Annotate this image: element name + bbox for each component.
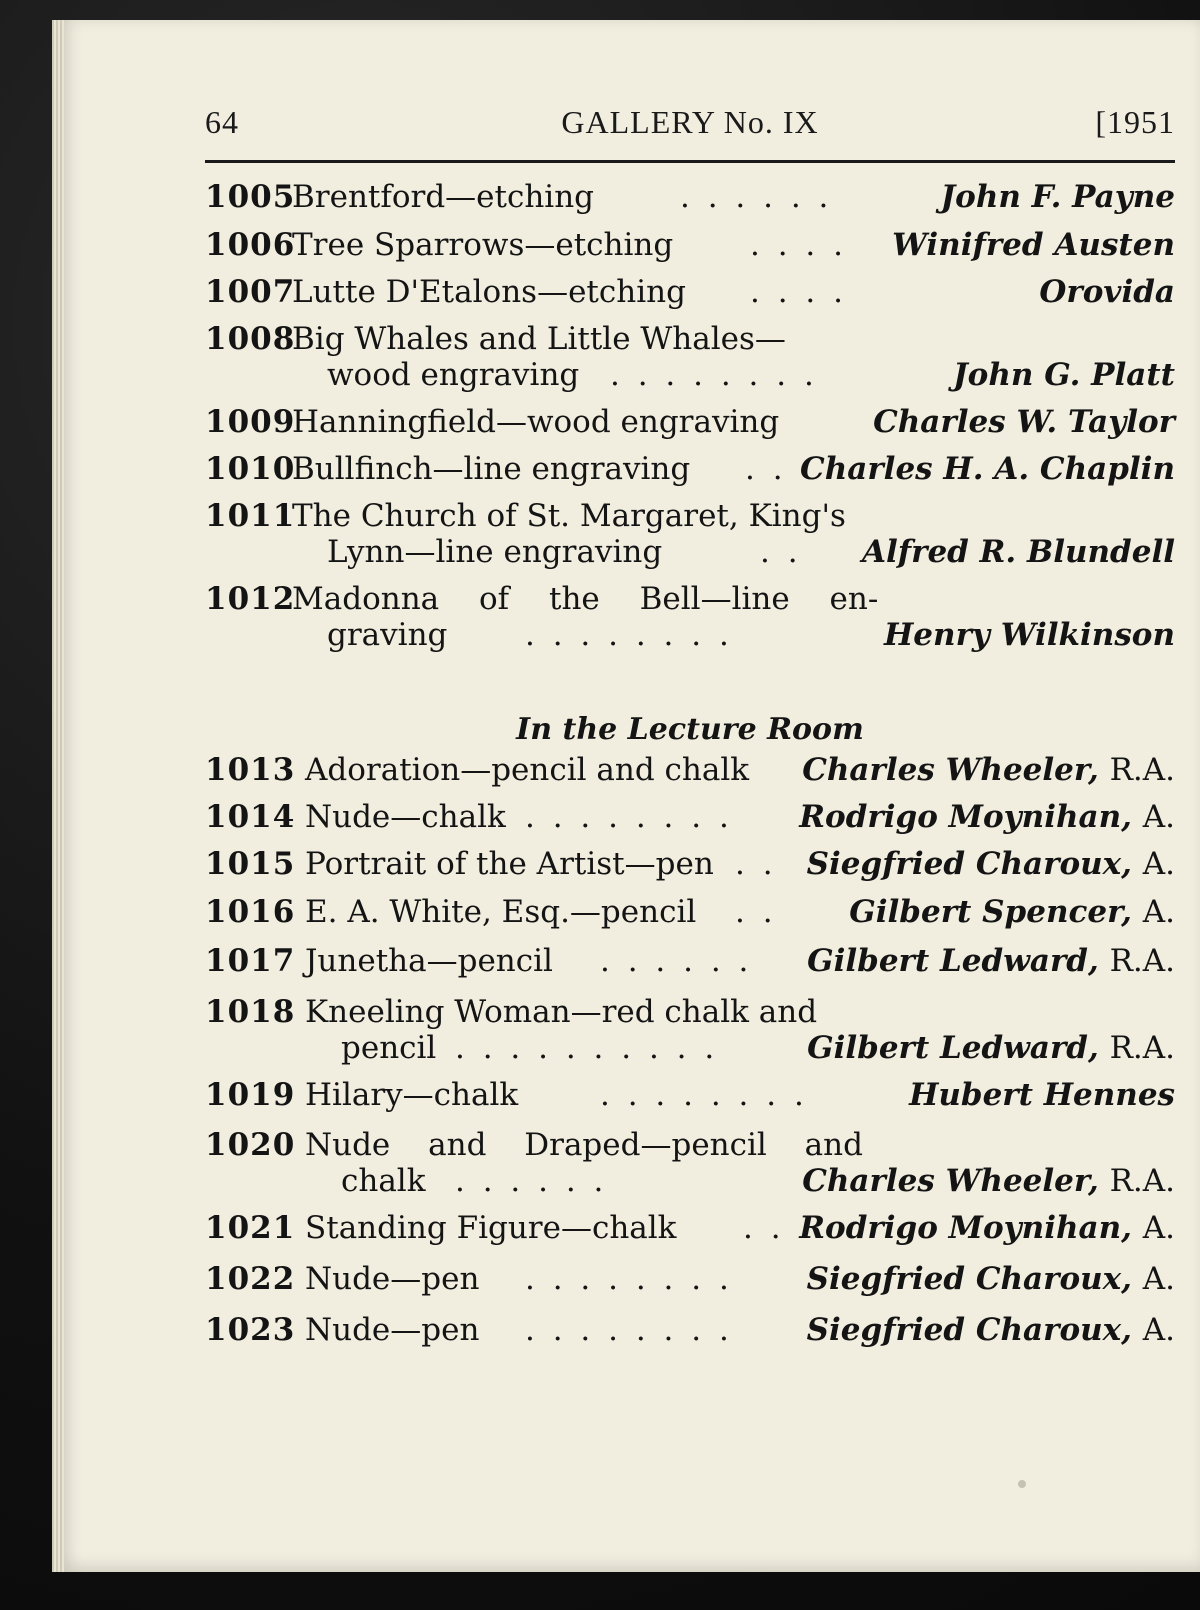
work-title: Nude—pen	[305, 1312, 480, 1348]
work-title: Madonna of the Bell—line en-	[292, 581, 879, 617]
artist-surname: Charles Wheeler,	[802, 752, 1099, 788]
work-title-continued: chalk	[341, 1163, 426, 1199]
leader-dots: . . . . . . . .	[525, 799, 733, 835]
artist-surname: Rodrigo Moynihan,	[799, 1210, 1132, 1246]
catalogue-entry-continuation	[205, 1161, 1175, 1201]
leader-dots: . . . . . .	[680, 179, 833, 215]
leader-dots: . .	[745, 451, 787, 487]
work-title-continued: graving	[327, 617, 448, 653]
catalogue-number: 1012	[205, 581, 296, 617]
artist-name: Hubert Hennes	[909, 1077, 1175, 1113]
catalogue-entry	[205, 177, 1175, 217]
artist-surname: Siegfried Charoux,	[806, 1261, 1132, 1297]
catalogue-number: 1008	[205, 321, 296, 357]
artist-name: Orovida	[1039, 274, 1175, 310]
catalogue-entry-continuation	[205, 355, 1175, 395]
artist-name	[807, 1310, 1175, 1350]
catalogue-number: 1023	[205, 1312, 296, 1348]
catalogue-number: 1020	[205, 1127, 296, 1163]
work-title: Kneeling Woman—red chalk and	[305, 994, 818, 1030]
artist-surname: Siegfried Charoux,	[806, 1312, 1132, 1348]
section-heading: In the Lecture Room	[516, 712, 864, 747]
catalogue-entry-continuation	[205, 532, 1175, 572]
artist-name: John G. Platt	[953, 357, 1175, 393]
catalogue-number: 1011	[205, 498, 296, 534]
catalogue-entry	[205, 1075, 1175, 1115]
catalogue-number: 1019	[205, 1077, 296, 1113]
gallery-title: GALLERY No. IX	[561, 104, 819, 140]
catalogue-number: 1009	[205, 404, 296, 440]
page-header	[205, 104, 1175, 144]
artist-name	[807, 844, 1175, 884]
leader-dots: . . . . . .	[600, 943, 753, 979]
academy-suffix: A.	[1142, 1210, 1175, 1246]
academy-suffix: R.A.	[1109, 943, 1175, 979]
academy-suffix: A.	[1142, 894, 1175, 930]
leader-dots: . . . .	[750, 274, 847, 310]
leader-dots: . .	[760, 534, 802, 570]
artist-surname: Siegfried Charoux,	[806, 846, 1132, 882]
catalogue-number: 1006	[205, 227, 296, 263]
artist-name	[849, 892, 1175, 932]
work-title: Adoration—pencil and chalk	[305, 752, 750, 788]
artist-surname: Gilbert Ledward,	[807, 1030, 1099, 1066]
catalogue-number: 1007	[205, 274, 296, 310]
catalogue-number: 1022	[205, 1261, 296, 1297]
paper-mark	[1018, 1480, 1026, 1488]
work-title: Hilary—chalk	[305, 1077, 519, 1113]
catalogue-number: 1018	[205, 994, 296, 1030]
artist-name	[802, 1161, 1175, 1201]
leader-dots: . .	[743, 1210, 785, 1246]
artist-surname: Gilbert Ledward,	[807, 943, 1099, 979]
work-title: E. A. White, Esq.—pencil	[305, 894, 697, 930]
leader-dots: . . . . . . . . . .	[455, 1030, 719, 1066]
work-title: The Church of St. Margaret, King's	[292, 498, 846, 534]
artist-name	[807, 941, 1175, 981]
catalogue-entry	[205, 1125, 1175, 1165]
work-title: Nude—chalk	[305, 799, 506, 835]
artist-surname: Rodrigo Moynihan,	[799, 799, 1132, 835]
academy-suffix: R.A.	[1109, 752, 1175, 788]
work-title-continued: wood engraving	[327, 357, 580, 393]
catalogue-entry-continuation	[205, 1028, 1175, 1068]
artist-name: Charles W. Taylor	[873, 404, 1175, 440]
academy-suffix: A.	[1142, 799, 1175, 835]
academy-suffix: A.	[1142, 1261, 1175, 1297]
catalogue-number: 1016	[205, 894, 296, 930]
work-title-continued: pencil	[341, 1030, 437, 1066]
catalogue-entry	[205, 319, 1175, 359]
catalogue-number: 1015	[205, 846, 296, 882]
catalogue-number: 1010	[205, 451, 296, 487]
page-edge	[52, 20, 64, 1572]
catalogue-entry-continuation	[205, 615, 1175, 655]
year: [1951	[1095, 104, 1175, 140]
catalogue-number: 1013	[205, 752, 296, 788]
academy-suffix: R.A.	[1109, 1030, 1175, 1066]
artist-name: Charles H. A. Chaplin	[800, 451, 1175, 487]
artist-name: John F. Payne	[940, 179, 1175, 215]
leader-dots: . .	[735, 846, 777, 882]
catalogue-entry	[205, 579, 1175, 619]
academy-suffix: R.A.	[1109, 1163, 1175, 1199]
work-title: Junetha—pencil	[305, 943, 553, 979]
page-number: 64	[205, 104, 239, 140]
catalogue-entry	[205, 496, 1175, 536]
artist-name: Henry Wilkinson	[884, 617, 1175, 653]
work-title: Hanningfield—wood engraving	[292, 404, 780, 440]
leader-dots: . .	[735, 894, 777, 930]
catalogue-entry	[205, 1208, 1175, 1248]
artist-surname: Charles Wheeler,	[802, 1163, 1099, 1199]
catalogue-number: 1014	[205, 799, 296, 835]
catalogue-entry	[205, 449, 1175, 489]
leader-dots: . . . . . . . .	[525, 617, 733, 653]
artist-name	[807, 1259, 1175, 1299]
work-title: Brentford—etching	[292, 179, 595, 215]
artist-name: Winifred Austen	[892, 227, 1175, 263]
leader-dots: . . . .	[750, 227, 847, 263]
catalogue-entry	[205, 272, 1175, 312]
catalogue-entry	[205, 992, 1175, 1032]
work-title: Nude—pen	[305, 1261, 480, 1297]
leader-dots: . . . . . . . .	[600, 1077, 808, 1113]
artist-name	[799, 1208, 1175, 1248]
catalogue-number: 1005	[205, 179, 296, 215]
header-rule	[205, 160, 1175, 163]
work-title: Portrait of the Artist—pen	[305, 846, 714, 882]
catalogue-entry	[205, 1259, 1175, 1299]
leader-dots: . . . . . . . .	[610, 357, 818, 393]
work-title: Nude and Draped—pencil and	[305, 1127, 863, 1163]
work-title: Lutte D'Etalons—etching	[292, 274, 686, 310]
catalogue-number: 1021	[205, 1210, 296, 1246]
work-title: Standing Figure—chalk	[305, 1210, 677, 1246]
catalogue-entry	[205, 225, 1175, 265]
work-title: Tree Sparrows—etching	[292, 227, 674, 263]
artist-surname: Gilbert Spencer,	[849, 894, 1132, 930]
catalogue-entry	[205, 1310, 1175, 1350]
catalogue-entry	[205, 844, 1175, 884]
leader-dots: . . . . . .	[455, 1163, 608, 1199]
catalogue-entry	[205, 892, 1175, 932]
leader-dots: . . . . . . . .	[525, 1261, 733, 1297]
catalogue-number: 1017	[205, 943, 296, 979]
work-title-continued: Lynn—line engraving	[327, 534, 663, 570]
academy-suffix: A.	[1142, 846, 1175, 882]
artist-name	[799, 797, 1175, 837]
leader-dots: . . . . . . . .	[525, 1312, 733, 1348]
artist-name	[807, 1028, 1175, 1068]
academy-suffix: A.	[1142, 1312, 1175, 1348]
catalogue-entry	[205, 402, 1175, 442]
artist-name: Alfred R. Blundell	[861, 534, 1175, 570]
work-title: Big Whales and Little Whales—	[292, 321, 786, 357]
work-title: Bullfinch—line engraving	[292, 451, 691, 487]
catalogue-entry	[205, 941, 1175, 981]
catalogue-entry	[205, 750, 1175, 790]
artist-name	[802, 750, 1175, 790]
catalogue-entry	[205, 797, 1175, 837]
